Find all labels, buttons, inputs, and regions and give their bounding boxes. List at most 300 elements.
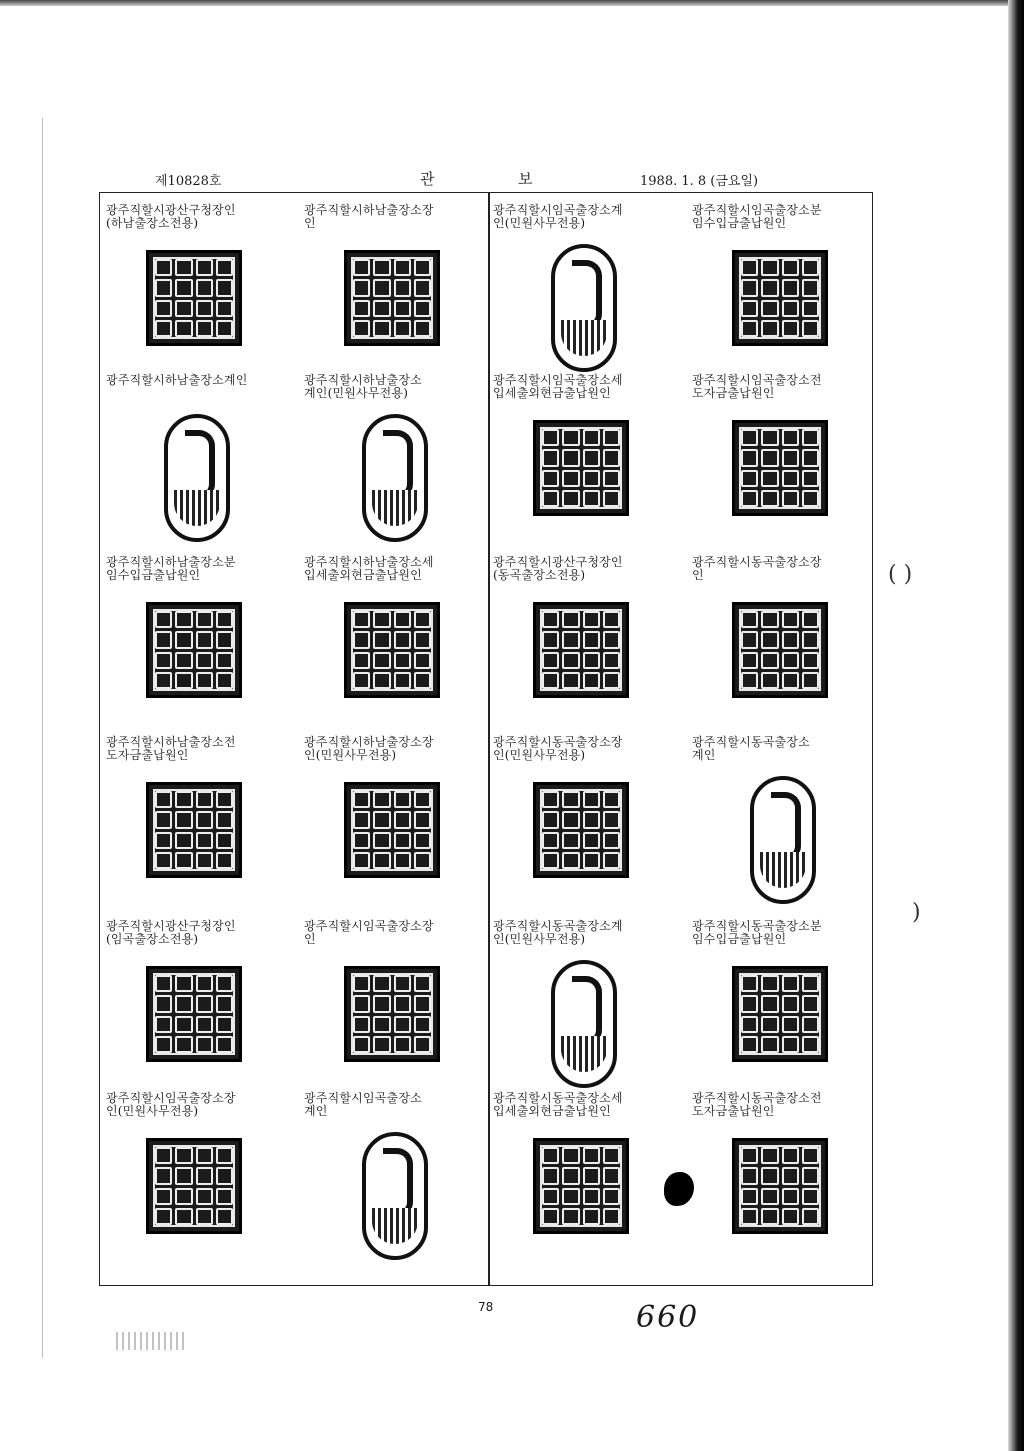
seal-character: [414, 791, 431, 808]
seal-character: [353, 672, 370, 689]
seal-character: [761, 300, 778, 317]
seal-character: [761, 449, 778, 466]
seal-entry: [304, 374, 484, 544]
seal-characters: [741, 259, 819, 337]
seal-character: [761, 611, 778, 628]
square-seal-image: [732, 420, 828, 516]
seal-character: [414, 300, 431, 317]
seal-character: [175, 320, 192, 337]
seal-character: [196, 672, 213, 689]
seal-entry: [304, 1092, 484, 1262]
seal-character: [741, 1208, 758, 1225]
seal-character: [761, 279, 778, 296]
seal-characters: [353, 791, 431, 869]
seal-characters: [542, 611, 620, 689]
seal-character: [782, 429, 799, 446]
seal-character: [802, 300, 819, 317]
seal-character: [542, 1188, 559, 1205]
seal-caption: 광주직할시하남출장소분 임수입금출납원인: [106, 555, 236, 582]
seal-character: [583, 429, 600, 446]
seal-character: [216, 1188, 233, 1205]
seal-character: [394, 320, 411, 337]
seal-character: [175, 811, 192, 828]
seal-characters: [741, 975, 819, 1053]
seal-character: [583, 791, 600, 808]
square-seal-image: [146, 782, 242, 878]
seal-character: [603, 652, 620, 669]
seal-small-text: [561, 1036, 607, 1072]
seal-character: [155, 1167, 172, 1184]
seal-character: [353, 652, 370, 669]
seal-caption: 광주직할시임곡출장소분 임수입금출납원인: [692, 203, 822, 230]
seal-character: [155, 811, 172, 828]
seal-character: [542, 429, 559, 446]
bracket-mark-2: ): [912, 900, 921, 925]
square-seal-image: [344, 782, 440, 878]
seal-characters: [542, 429, 620, 507]
seal-character: [196, 1147, 213, 1164]
seal-character: [741, 1188, 758, 1205]
seal-character: [802, 652, 819, 669]
seal-character: [741, 320, 758, 337]
scan-right-edge: [1008, 0, 1024, 1451]
handwritten-number: 660: [636, 1300, 700, 1335]
seal-character: [373, 631, 390, 648]
seal-character: [175, 1208, 192, 1225]
seal-character: [373, 975, 390, 992]
seal-character: [175, 652, 192, 669]
seal-character: [542, 631, 559, 648]
seal-character: [155, 791, 172, 808]
seal-character: [373, 832, 390, 849]
seal-caption: 광주직할시하남출장소장 인: [304, 203, 434, 230]
seal-entry: [106, 374, 286, 544]
seal-character: [782, 1016, 799, 1033]
seal-character: [196, 811, 213, 828]
seal-character: [782, 1167, 799, 1184]
square-seal-image: [732, 602, 828, 698]
seal-character: [782, 1147, 799, 1164]
seal-character: [394, 1016, 411, 1033]
seal-character: [373, 300, 390, 317]
seal-character: [373, 672, 390, 689]
seal-character: [353, 975, 370, 992]
seal-character: [583, 832, 600, 849]
seal-character: [414, 259, 431, 276]
seal-character: [196, 1208, 213, 1225]
seal-entry: [692, 920, 872, 1090]
seal-character: [155, 1188, 172, 1205]
seal-character: [414, 832, 431, 849]
seal-character: [603, 429, 620, 446]
seal-character: [414, 1036, 431, 1053]
seal-entry: [106, 920, 286, 1090]
seal-character: [353, 279, 370, 296]
square-seal-image: [732, 1138, 828, 1234]
seal-character: [761, 1167, 778, 1184]
seal-characters: [741, 429, 819, 507]
seal-character: [741, 1167, 758, 1184]
seal-character: [175, 832, 192, 849]
seal-character: [802, 631, 819, 648]
margin-scribble: [116, 1332, 186, 1350]
seal-character: [562, 429, 579, 446]
seal-character: [802, 672, 819, 689]
seal-character: [542, 490, 559, 507]
seal-character: [802, 1016, 819, 1033]
seal-entry: [106, 1092, 286, 1262]
square-seal-image: [146, 966, 242, 1062]
square-seal-image: [533, 420, 629, 516]
square-seal-image: [344, 602, 440, 698]
seal-character: [353, 631, 370, 648]
seal-character: [603, 852, 620, 869]
seal-character: [196, 1036, 213, 1053]
seal-character: [583, 631, 600, 648]
seal-character: [175, 791, 192, 808]
seal-character: [761, 672, 778, 689]
seal-character: [353, 1036, 370, 1053]
seal-character: [741, 490, 758, 507]
seal-character: [562, 611, 579, 628]
seal-character: [542, 611, 559, 628]
seal-character: [741, 652, 758, 669]
seal-character: [562, 490, 579, 507]
seal-character: [216, 975, 233, 992]
seal-character: [542, 1147, 559, 1164]
seal-character: [542, 1167, 559, 1184]
seal-character: [542, 811, 559, 828]
seal-character: [741, 259, 758, 276]
seal-character: [562, 672, 579, 689]
seal-character: [802, 1036, 819, 1053]
seal-character: [216, 995, 233, 1012]
seal-character: [155, 631, 172, 648]
seal-character: [175, 259, 192, 276]
seal-character: [802, 320, 819, 337]
seal-character: [175, 1036, 192, 1053]
seal-character: [761, 975, 778, 992]
seal-character: [175, 300, 192, 317]
seal-character: [603, 791, 620, 808]
seal-character: [761, 1016, 778, 1033]
seal-character: [196, 652, 213, 669]
seal-character: [175, 672, 192, 689]
seal-characters: [542, 1147, 620, 1225]
seal-entry: [106, 736, 286, 906]
oval-seal-image: [362, 414, 428, 542]
seal-character: [782, 449, 799, 466]
seal-character: [155, 672, 172, 689]
seal-character: [155, 832, 172, 849]
oval-seal-image: [164, 414, 230, 542]
seal-character: [414, 1016, 431, 1033]
seal-character: [373, 791, 390, 808]
seal-small-text: [561, 320, 607, 356]
square-seal-image: [732, 250, 828, 346]
seal-character: [414, 611, 431, 628]
seal-character: [196, 1188, 213, 1205]
seal-character: [216, 1016, 233, 1033]
seal-character: [394, 652, 411, 669]
seal-character: [414, 852, 431, 869]
seal-character: [583, 1147, 600, 1164]
seal-character: [782, 470, 799, 487]
seal-character: [175, 995, 192, 1012]
seal-character: [216, 832, 233, 849]
seal-character: [394, 300, 411, 317]
seal-character: [216, 259, 233, 276]
seal-character: [216, 631, 233, 648]
seal-character: [562, 1208, 579, 1225]
seal-characters: [155, 1147, 233, 1225]
square-seal-image: [146, 602, 242, 698]
seal-character: [782, 652, 799, 669]
seal-character: [782, 995, 799, 1012]
seal-character: [782, 672, 799, 689]
seal-character: [802, 1188, 819, 1205]
seal-character: [761, 259, 778, 276]
seal-entry: [304, 556, 484, 726]
seal-character: [155, 852, 172, 869]
seal-character: [782, 611, 799, 628]
seal-characters: [353, 975, 431, 1053]
seal-characters: [353, 611, 431, 689]
seal-character: [603, 449, 620, 466]
seal-character: [175, 975, 192, 992]
seal-character: [782, 490, 799, 507]
seal-character: [741, 995, 758, 1012]
seal-character: [603, 1188, 620, 1205]
seal-caption: 광주직할시하남출장소전 도자금출납원인: [106, 735, 236, 762]
seal-character: [562, 652, 579, 669]
seal-small-text: [372, 490, 418, 526]
seal-character: [562, 449, 579, 466]
seal-character: [741, 279, 758, 296]
seal-character: [741, 300, 758, 317]
seal-character: [761, 470, 778, 487]
seal-caption: 광주직할시동곡출장소전 도자금출납원인: [692, 1091, 822, 1118]
seal-character: [562, 811, 579, 828]
seal-character: [155, 975, 172, 992]
seal-character: [583, 1167, 600, 1184]
seal-character: [394, 832, 411, 849]
seal-character: [175, 611, 192, 628]
seal-character: [562, 1167, 579, 1184]
seal-character: [583, 811, 600, 828]
seal-character: [802, 1147, 819, 1164]
square-seal-image: [732, 966, 828, 1062]
seal-character: [373, 259, 390, 276]
seal-small-text: [760, 852, 806, 888]
seal-character: [583, 490, 600, 507]
seal-character: [155, 1208, 172, 1225]
seal-character: [761, 320, 778, 337]
seal-character: [802, 449, 819, 466]
seal-entry: [304, 920, 484, 1090]
seal-character: [196, 320, 213, 337]
seal-character: [155, 995, 172, 1012]
seal-character: [414, 631, 431, 648]
seal-character: [761, 1147, 778, 1164]
seal-character: [175, 1016, 192, 1033]
seal-character: [761, 429, 778, 446]
seal-character: [414, 320, 431, 337]
square-seal-image: [344, 966, 440, 1062]
seal-character: [603, 470, 620, 487]
seal-character: [414, 975, 431, 992]
seal-character: [802, 611, 819, 628]
seal-character: [741, 631, 758, 648]
seal-character: [761, 1188, 778, 1205]
seal-character: [603, 490, 620, 507]
seal-character: [583, 470, 600, 487]
page-header: [100, 166, 874, 192]
seal-caption: 광주직할시동곡출장소 계인: [692, 735, 810, 762]
seal-character: [155, 1036, 172, 1053]
seal-character: [394, 631, 411, 648]
seal-characters: [353, 259, 431, 337]
seal-character: [741, 449, 758, 466]
seal-character: [373, 1036, 390, 1053]
seal-character: [741, 975, 758, 992]
seal-character: [216, 611, 233, 628]
seal-caption: 광주직할시광산구청장인 (하남출장소전용): [106, 203, 236, 230]
seal-caption: 광주직할시동곡출장소장 인: [692, 555, 822, 582]
seal-character: [782, 975, 799, 992]
square-seal-image: [344, 250, 440, 346]
page-number: 78: [478, 1300, 494, 1314]
seal-caption: 광주직할시동곡출장소세 입세출외현금출납원인: [493, 1091, 623, 1118]
seal-character: [353, 611, 370, 628]
seal-character: [562, 631, 579, 648]
seal-character: [782, 279, 799, 296]
seal-character: [216, 1147, 233, 1164]
seal-character: [373, 995, 390, 1012]
seal-character: [741, 611, 758, 628]
seal-caption: 광주직할시임곡출장소장 인: [304, 919, 434, 946]
seal-character: [603, 611, 620, 628]
seal-entry: [692, 736, 872, 906]
seal-character: [761, 490, 778, 507]
seal-character: [603, 631, 620, 648]
seal-character: [562, 1188, 579, 1205]
seal-characters: [542, 791, 620, 869]
margin-line: [42, 118, 43, 1358]
seal-character: [175, 1147, 192, 1164]
seal-entry: [692, 204, 872, 374]
seal-character: [196, 279, 213, 296]
seal-small-text: [174, 490, 220, 526]
seal-caption: 광주직할시하남출장소장 인(민원사무전용): [304, 735, 434, 762]
seal-character: [414, 811, 431, 828]
seal-character: [802, 1167, 819, 1184]
seal-character: [216, 1208, 233, 1225]
title-left: 관: [420, 170, 435, 188]
column-divider: [488, 193, 490, 1285]
seal-caption: 광주직할시광산구청장인 (임곡출장소전용): [106, 919, 236, 946]
seal-character: [394, 791, 411, 808]
seal-entry: [493, 204, 673, 374]
seal-entry: [106, 204, 286, 374]
seal-character: [175, 1188, 192, 1205]
square-seal-image: [533, 782, 629, 878]
seal-character: [741, 1016, 758, 1033]
seal-character: [216, 320, 233, 337]
seal-character: [353, 259, 370, 276]
seal-caption: 광주직할시임곡출장소세 입세출외현금출납원인: [493, 373, 623, 400]
seal-caption: 광주직할시동곡출장소계 인(민원사무전용): [493, 919, 623, 946]
seal-character: [583, 652, 600, 669]
seal-character: [741, 1147, 758, 1164]
seal-character: [761, 1208, 778, 1225]
seal-character: [394, 975, 411, 992]
seal-character: [155, 279, 172, 296]
seal-caption: 광주직할시광산구청장인 (동곡출장소전용): [493, 555, 623, 582]
seal-caption: 광주직할시하남출장소세 입세출외현금출납원인: [304, 555, 434, 582]
seal-character: [782, 1036, 799, 1053]
seal-character: [155, 611, 172, 628]
seal-character: [394, 852, 411, 869]
seal-character: [603, 832, 620, 849]
seal-entry: [692, 556, 872, 726]
seal-character: [175, 279, 192, 296]
seal-character: [196, 852, 213, 869]
seal-character: [196, 832, 213, 849]
seal-character: [741, 470, 758, 487]
seal-character: [394, 279, 411, 296]
seal-character: [782, 1188, 799, 1205]
seal-character: [761, 631, 778, 648]
seal-character: [216, 811, 233, 828]
seal-caption: 광주직할시하남출장소 계인(민원사무전용): [304, 373, 422, 400]
issue-date: 1988. 1. 8 (금요일): [640, 174, 759, 189]
seal-character: [414, 652, 431, 669]
seal-character: [373, 811, 390, 828]
scan-top-edge: [0, 0, 1024, 6]
seal-character: [741, 672, 758, 689]
seal-character: [155, 259, 172, 276]
seal-character: [394, 995, 411, 1012]
seal-character: [216, 1036, 233, 1053]
seal-character: [542, 852, 559, 869]
seal-character: [782, 631, 799, 648]
seal-character: [196, 975, 213, 992]
seal-character: [373, 852, 390, 869]
seal-character: [196, 611, 213, 628]
seal-character: [353, 832, 370, 849]
seal-character: [155, 652, 172, 669]
seal-entry: [493, 1092, 673, 1262]
seal-character: [216, 1167, 233, 1184]
seal-character: [542, 791, 559, 808]
seal-character: [196, 259, 213, 276]
seal-character: [414, 672, 431, 689]
seal-entry: [493, 374, 673, 544]
seal-character: [583, 1208, 600, 1225]
seal-character: [216, 672, 233, 689]
seal-caption: 광주직할시동곡출장소분 임수입금출납원인: [692, 919, 822, 946]
title-right: 보: [518, 170, 533, 188]
seal-character: [741, 1036, 758, 1053]
seal-character: [196, 995, 213, 1012]
seal-caption: 광주직할시하남출장소계인: [106, 373, 248, 387]
seal-character: [782, 320, 799, 337]
seal-character: [353, 320, 370, 337]
seal-character: [802, 975, 819, 992]
seal-entry: [304, 736, 484, 906]
seal-character: [782, 300, 799, 317]
